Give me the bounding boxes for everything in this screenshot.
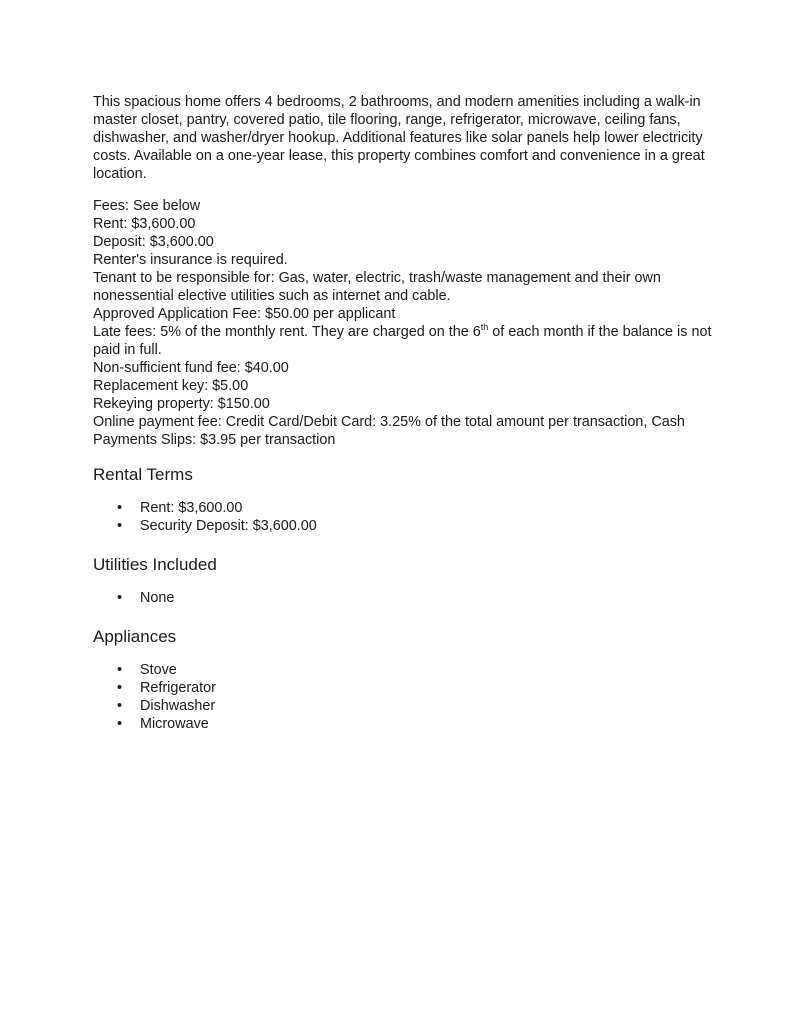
fees-block xyxy=(93,197,713,449)
list-item xyxy=(93,661,713,679)
list-item xyxy=(93,589,713,607)
late-fee-text: Late fees: 5% of the monthly rent. They are charged on the 6 xyxy=(93,324,481,340)
list-item-text: Microwave xyxy=(140,716,209,732)
list-item xyxy=(93,679,713,697)
list-item-text: None xyxy=(140,590,175,606)
list-item-text: Stove xyxy=(140,662,177,678)
list-item xyxy=(93,499,713,517)
bullet-icon: • xyxy=(117,716,123,732)
late-fee-text-end: of each month if the balance is not paid in full. xyxy=(93,324,712,358)
fee-rekeying: Rekeying property: $150.00 xyxy=(93,396,270,412)
tenant-responsibilities: Tenant to be responsible for: Gas, water, electric, trash/waste management and their own nonessential elective utilities such as internet and cable. xyxy=(93,270,661,304)
rental-terms-section xyxy=(93,465,713,535)
list-item-text: Security Deposit: $3,600.00 xyxy=(140,518,317,534)
list-item xyxy=(93,697,713,715)
rental-terms-list xyxy=(93,499,713,535)
list-item-text: Refrigerator xyxy=(140,680,216,696)
insurance-requirement: Renter's insurance is required. xyxy=(93,252,288,268)
list-item-text: Dishwasher xyxy=(140,698,216,714)
fee-nsf: Non-sufficient fund fee: $40.00 xyxy=(93,360,289,376)
fee-replacement-key: Replacement key: $5.00 xyxy=(93,378,249,394)
bullet-icon: • xyxy=(117,680,123,696)
bullet-icon: • xyxy=(117,518,123,534)
appliances-heading: Appliances xyxy=(93,627,177,646)
fee-application: Approved Application Fee: $50.00 per applicant xyxy=(93,306,396,322)
fee-online-payment: Online payment fee: Credit Card/Debit Card: 3.25% of the total amount per transaction, Cash Payments Slips: $3.95 per transaction xyxy=(93,414,685,448)
rental-terms-heading: Rental Terms xyxy=(93,465,193,484)
list-item xyxy=(93,715,713,733)
bullet-icon: • xyxy=(117,590,123,606)
fee-deposit: Deposit: $3,600.00 xyxy=(93,234,214,250)
utilities-section xyxy=(93,555,713,607)
list-item xyxy=(93,517,713,535)
utilities-heading: Utilities Included xyxy=(93,555,217,574)
appliances-section xyxy=(93,627,713,733)
fees-see-below: Fees: See below xyxy=(93,198,201,214)
utilities-list xyxy=(93,589,713,607)
appliances-list xyxy=(93,661,713,733)
bullet-icon: • xyxy=(117,698,123,714)
document-page xyxy=(93,93,713,733)
ordinal-suffix: th xyxy=(480,322,489,333)
bullet-icon: • xyxy=(117,662,123,678)
bullet-icon: • xyxy=(117,500,123,516)
list-item-text: Rent: $3,600.00 xyxy=(140,500,243,516)
fee-late xyxy=(93,323,713,359)
property-description: This spacious home offers 4 bedrooms, 2 bathrooms, and modern amenities including a walk-in master closet, pantry, covered patio, tile flooring, range, refrigerator, microwave, ceiling fans, dishwasher, and washer/dryer hookup. Additional features like solar panels help lower electricity costs. Available on a one-year lease, this property combines comfort and convenience in a great location. xyxy=(93,94,705,182)
fee-rent: Rent: $3,600.00 xyxy=(93,216,196,232)
